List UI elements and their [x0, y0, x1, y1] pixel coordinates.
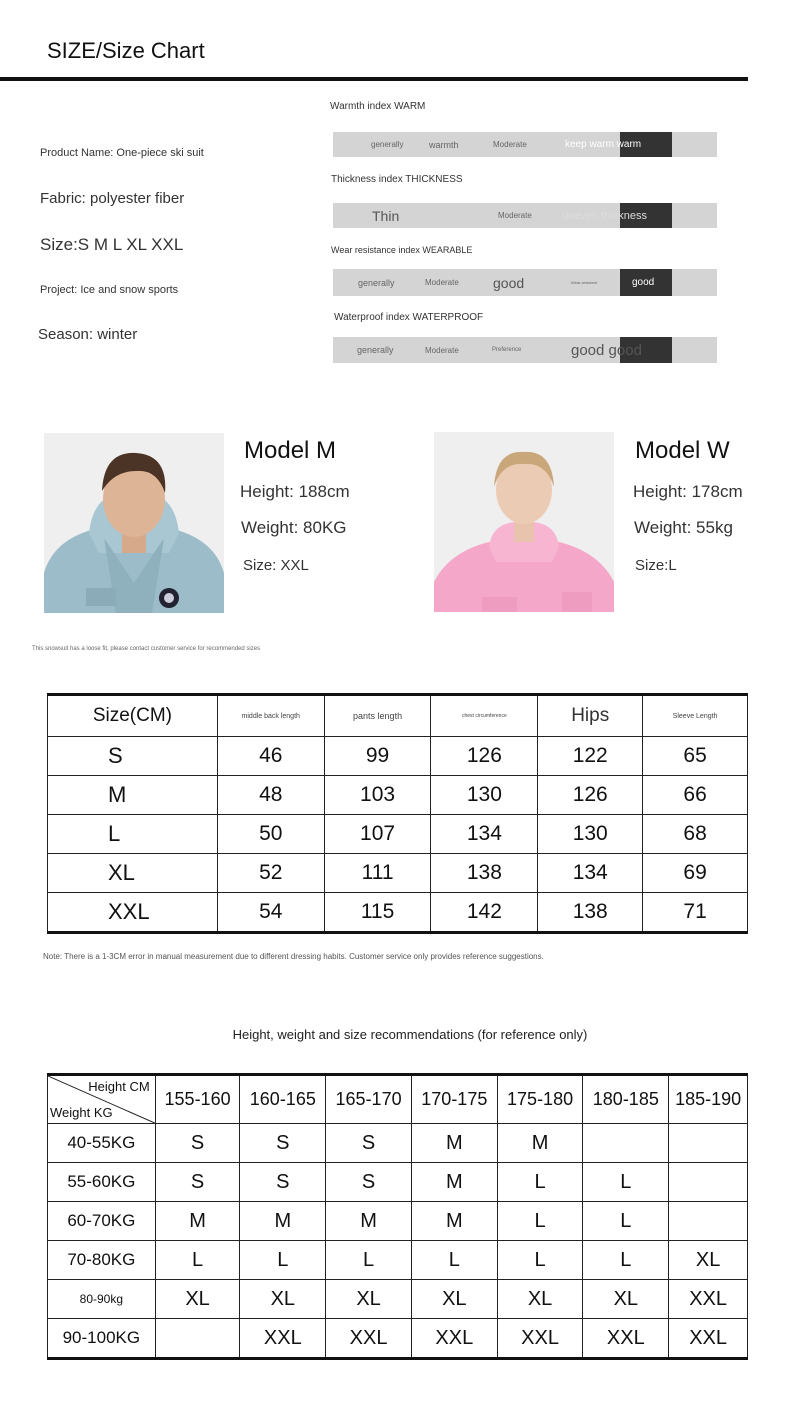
height-header: 185-190 [669, 1075, 748, 1124]
waterproof-label-2: Moderate [425, 345, 459, 355]
table-row [48, 815, 748, 854]
thickness-label-2: Moderate [498, 211, 532, 220]
waterproof-label-1: generally [357, 345, 394, 355]
size-cell: 107 [324, 815, 431, 854]
table-row [48, 1319, 748, 1359]
waterproof-index-title: Waterproof index WATERPROOF [334, 312, 484, 323]
rec-cell: S [326, 1124, 412, 1163]
rec-cell: L [411, 1241, 497, 1280]
rec-cell: XXL [411, 1319, 497, 1359]
rec-cell: XXL [583, 1319, 669, 1359]
rec-cell: S [240, 1163, 326, 1202]
size-cell: 71 [643, 893, 748, 933]
size-table-header [48, 695, 748, 737]
loose-fit-note: This snowsuit has a loose fit, please contact customer service for recommended sizes [32, 646, 261, 652]
size-cell: 138 [538, 893, 643, 933]
weight-label: 70-80KG [48, 1241, 156, 1280]
rec-cell: XL [240, 1280, 326, 1319]
size-cell: 54 [217, 893, 324, 933]
size-cell: 142 [431, 893, 538, 933]
rec-cell: XL [411, 1280, 497, 1319]
rec-cell: L [497, 1163, 583, 1202]
product-size: Size:S M L XL XXL [40, 235, 184, 254]
rec-cell: XXL [669, 1319, 748, 1359]
rec-cell [669, 1124, 748, 1163]
waterproof-label-4: good good [571, 341, 642, 359]
rec-cell: S [155, 1124, 240, 1163]
rec-cell: XL [326, 1280, 412, 1319]
model-w-photo [434, 432, 614, 612]
rec-cell: L [583, 1241, 669, 1280]
size-cell: 99 [324, 737, 431, 776]
rec-cell: L [497, 1202, 583, 1241]
size-cell: 126 [431, 737, 538, 776]
size-cell: 134 [538, 854, 643, 893]
size-cell: 130 [431, 776, 538, 815]
corner-cell [48, 1075, 156, 1124]
recommendation-title: Height, weight and size recommendations (for reference only) [232, 1027, 588, 1042]
recommendation-table [47, 1073, 748, 1360]
size-label: XL [48, 854, 218, 893]
size-header-size: Size(CM) [48, 695, 218, 737]
height-header: 180-185 [583, 1075, 669, 1124]
waterproof-label-3: Preference [492, 347, 522, 353]
size-cell: 111 [324, 854, 431, 893]
height-header: 155-160 [155, 1075, 240, 1124]
wear-label-5: good [632, 277, 655, 288]
size-cell: 134 [431, 815, 538, 854]
size-label: S [48, 737, 218, 776]
rec-cell: L [583, 1163, 669, 1202]
waterproof-index-bar [333, 337, 717, 363]
rec-cell: L [240, 1241, 326, 1280]
weight-label: 55-60KG [48, 1163, 156, 1202]
product-fabric: Fabric: polyester fiber [40, 190, 185, 207]
size-header-pants: pants length [324, 695, 431, 737]
size-cell: 65 [643, 737, 748, 776]
table-row [48, 1124, 748, 1163]
size-cell: 126 [538, 776, 643, 815]
table-row [48, 776, 748, 815]
size-cell: 68 [643, 815, 748, 854]
size-cell: 122 [538, 737, 643, 776]
size-label: L [48, 815, 218, 854]
model-w-size: Size:L [635, 557, 677, 574]
height-header: 165-170 [326, 1075, 412, 1124]
product-project: Project: Ice and snow sports [40, 284, 179, 296]
size-header-hips: Hips [538, 695, 643, 737]
rec-cell: L [583, 1202, 669, 1241]
size-header-chest: chest circumference [431, 695, 538, 737]
page-title: SIZE/Size Chart [47, 38, 205, 63]
table-row [48, 1163, 748, 1202]
size-cell: 46 [217, 737, 324, 776]
warmth-index-title: Warmth index WARM [330, 101, 426, 112]
table-row [48, 1280, 748, 1319]
size-cell: 130 [538, 815, 643, 854]
size-header-sleeve: Sleeve Length [643, 695, 748, 737]
rec-cell: XL [583, 1280, 669, 1319]
product-season: Season: winter [38, 326, 138, 343]
rec-cell [583, 1124, 669, 1163]
wear-label-3: good [493, 274, 525, 291]
wear-label-2: Moderate [425, 278, 459, 287]
thickness-label-1: Thin [372, 207, 400, 224]
rec-cell: XL [497, 1280, 583, 1319]
size-cell: 66 [643, 776, 748, 815]
rec-cell: XXL [326, 1319, 412, 1359]
size-cell: 48 [217, 776, 324, 815]
size-header-back: middle back length [217, 695, 324, 737]
table-row [48, 737, 748, 776]
table-row [48, 1202, 748, 1241]
size-cell: 52 [217, 854, 324, 893]
model-m-size: Size: XXL [243, 557, 309, 574]
model-m-weight: Weight: 80KG [241, 518, 347, 537]
warmth-label-4: keep warm warm [565, 139, 642, 150]
rec-cell: S [326, 1163, 412, 1202]
rec-cell: XXL [669, 1280, 748, 1319]
model-w-height: Height: 178cm [633, 482, 743, 501]
height-header: 170-175 [411, 1075, 497, 1124]
rec-cell: L [155, 1241, 240, 1280]
rec-cell: M [411, 1163, 497, 1202]
size-cell: 138 [431, 854, 538, 893]
rec-cell: M [497, 1124, 583, 1163]
rec-cell: M [326, 1202, 412, 1241]
thickness-index-title: Thickness index THICKNESS [331, 174, 463, 185]
model-w-weight: Weight: 55kg [634, 518, 733, 537]
size-label: M [48, 776, 218, 815]
size-cell: 69 [643, 854, 748, 893]
weight-label: 90-100KG [48, 1319, 156, 1359]
table-row [48, 893, 748, 933]
rec-cell: L [497, 1241, 583, 1280]
model-m-height: Height: 188cm [240, 482, 350, 501]
warmth-label-3: Moderate [493, 140, 527, 149]
rec-cell [669, 1163, 748, 1202]
rec-cell: XXL [497, 1319, 583, 1359]
rec-cell: S [240, 1124, 326, 1163]
recommendation-header [48, 1075, 748, 1124]
rec-cell [669, 1202, 748, 1241]
size-cell: 115 [324, 893, 431, 933]
rec-cell: M [411, 1124, 497, 1163]
wear-label-1: generally [358, 277, 395, 288]
wear-label-4: Wear-resistant [571, 280, 597, 285]
table-row [48, 854, 748, 893]
thickness-index-bar [333, 203, 717, 228]
rec-cell: XL [155, 1280, 240, 1319]
rec-cell: M [155, 1202, 240, 1241]
weight-label: 40-55KG [48, 1124, 156, 1163]
corner-height-label: Height CM [88, 1079, 150, 1094]
size-cell: 103 [324, 776, 431, 815]
table-row [48, 1241, 748, 1280]
corner-weight-label: Weight KG [50, 1105, 113, 1120]
weight-label: 60-70KG [48, 1202, 156, 1241]
rec-cell [155, 1319, 240, 1359]
rec-cell: M [411, 1202, 497, 1241]
rec-cell: M [240, 1202, 326, 1241]
title-divider [0, 77, 748, 81]
rec-cell: XL [669, 1241, 748, 1280]
height-header: 175-180 [497, 1075, 583, 1124]
weight-label: 80-90kg [48, 1280, 156, 1319]
height-header: 160-165 [240, 1075, 326, 1124]
thickness-label-3: uneven thickness [562, 209, 647, 222]
measurement-error-note: Note: There is a 1-3CM error in manual measurement due to different dressing habits. Customer service only provides reference suggestions. [43, 952, 544, 961]
size-cell: 50 [217, 815, 324, 854]
warmth-label-2: warmth [429, 139, 459, 150]
product-name: Product Name: One-piece ski suit [40, 147, 204, 159]
warmth-label-1: generally [371, 140, 404, 149]
model-m-photo [44, 433, 224, 613]
rec-cell: XXL [240, 1319, 326, 1359]
model-m-name: Model M [244, 437, 337, 464]
rec-cell: L [326, 1241, 412, 1280]
wear-index-bar [333, 269, 717, 296]
wear-index-title: Wear resistance index WEARABLE [331, 245, 473, 255]
rec-cell: S [155, 1163, 240, 1202]
size-label: XXL [48, 893, 218, 933]
size-table [47, 693, 748, 934]
warmth-index-bar [333, 132, 717, 157]
model-w-name: Model W [635, 437, 730, 464]
